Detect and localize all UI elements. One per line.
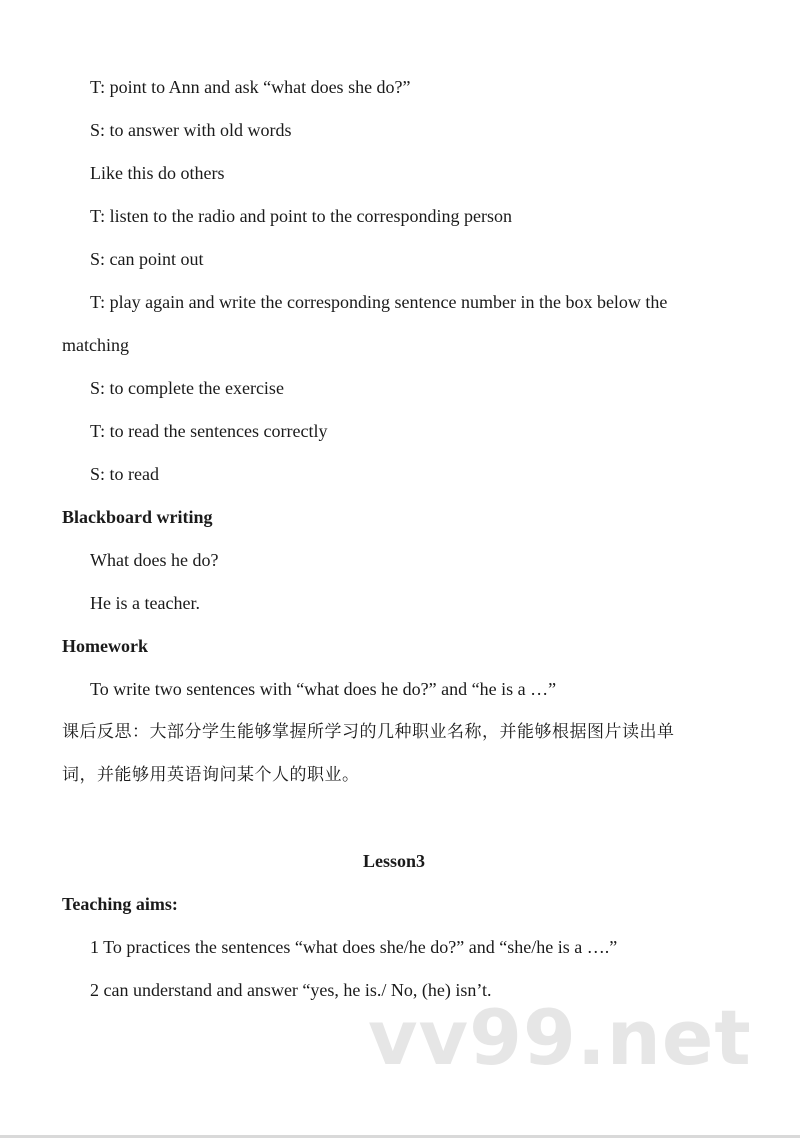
blackboard-line: What does he do?	[90, 550, 219, 570]
teaching-aim-item: 2 can understand and answer “yes, he is./ No, (he) isn’t.	[90, 980, 492, 1000]
page-bottom-border	[0, 1135, 800, 1138]
text-line: T: to read the sentences correctly	[90, 421, 328, 441]
text-line: T: play again and write the corresponding sentence number in the box below the	[90, 292, 668, 312]
homework-line: To write two sentences with “what does he do?” and “he is a …”	[90, 679, 557, 699]
reflection-line: 课后反思：大部分学生能够掌握所学习的几种职业名称，并能够根据图片读出单	[62, 722, 675, 742]
text-line: Like this do others	[90, 163, 225, 183]
text-line: S: to read	[90, 464, 159, 484]
blackboard-writing-heading: Blackboard writing	[62, 507, 213, 527]
reflection-line: 词，并能够用英语询问某个人的职业。	[62, 765, 360, 785]
text-line: S: to complete the exercise	[90, 378, 284, 398]
text-line: S: can point out	[90, 249, 204, 269]
teaching-aim-item: 1 To practices the sentences “what does she/he do?” and “she/he is a ….”	[90, 937, 618, 957]
lesson-title: Lesson3	[362, 851, 425, 871]
watermark-logo: vv99.net	[368, 993, 752, 1082]
text-line: T: point to Ann and ask “what does she do?”	[90, 77, 411, 97]
teaching-aims-heading: Teaching aims:	[62, 894, 178, 914]
text-line: S: to answer with old words	[90, 120, 292, 140]
blackboard-line: He is a teacher.	[90, 593, 200, 613]
text-line: matching	[62, 335, 129, 355]
text-line: T: listen to the radio and point to the corresponding person	[90, 206, 513, 226]
homework-heading: Homework	[62, 636, 148, 656]
